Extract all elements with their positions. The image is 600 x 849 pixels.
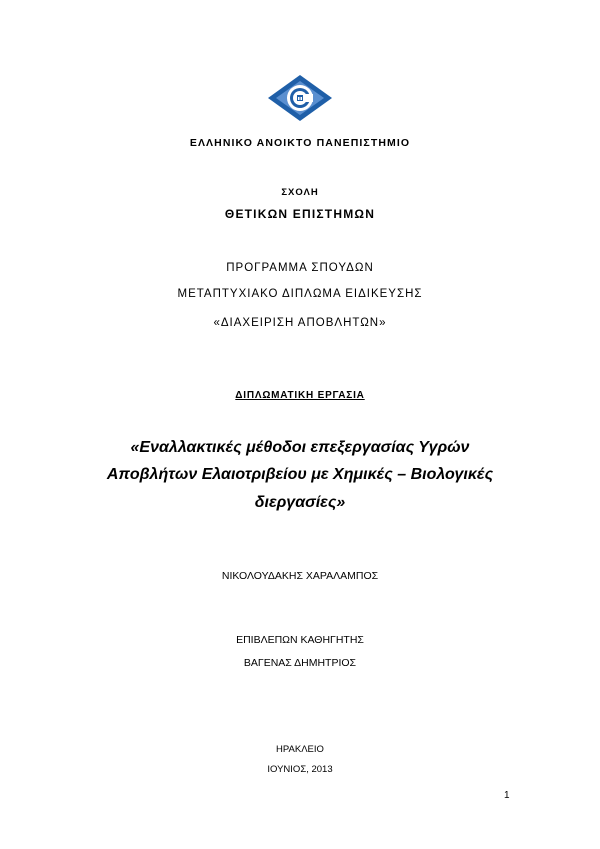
supervisor-label: ΕΠΙΒΛΕΠΩΝ ΚΑΘΗΓΗΤΗΣ: [236, 634, 364, 646]
page-number: 1: [504, 790, 510, 801]
program-line-1: ΠΡΟΓΡΑΜΜΑ ΣΠΟΥΔΩΝ: [226, 262, 374, 274]
date: ΙΟΥΝΙΟΣ, 2013: [267, 764, 333, 775]
thesis-type: ΔΙΠΛΩΜΑΤΙΚΗ ΕΡΓΑΣΙΑ: [235, 390, 365, 401]
school-name: ΘΕΤΙΚΩΝ ΕΠΙΣΤΗΜΩΝ: [224, 207, 376, 221]
thesis-title-line-2: Αποβλήτων Ελαιοτριβείου με Χημικές – Βιολογικές: [106, 466, 494, 483]
author-name: ΝΙΚΟΛΟΥΔΑΚΗΣ ΧΑΡΑΛΑΜΠΟΣ: [221, 570, 379, 582]
city: ΗΡΑΚΛΕΙΟ: [276, 744, 324, 755]
program-line-2: ΜΕΤΑΠΤΥΧΙΑΚΟ ΔΙΠΛΩΜΑ ΕΙΔΙΚΕΥΣΗΣ: [177, 288, 423, 300]
program-line-3: «ΔΙΑΧΕΙΡΙΣΗ ΑΠΟΒΛΗΤΩΝ»: [213, 317, 387, 329]
university-emblem-icon: [267, 74, 333, 122]
thesis-title-line-1: «Εναλλακτικές μέθοδοι επεξεργασίας Υγρών: [130, 439, 470, 456]
thesis-title-line-3: διεργασίες»: [254, 494, 346, 511]
university-name: ΕΛΛΗΝΙΚΟ ΑΝΟΙΚΤΟ ΠΑΝΕΠΙΣΤΗΜΙΟ: [189, 137, 411, 149]
school-label: ΣΧΟΛΗ: [281, 187, 319, 198]
supervisor-name: ΒΑΓΕΝΑΣ ΔΗΜΗΤΡΙΟΣ: [243, 657, 357, 669]
